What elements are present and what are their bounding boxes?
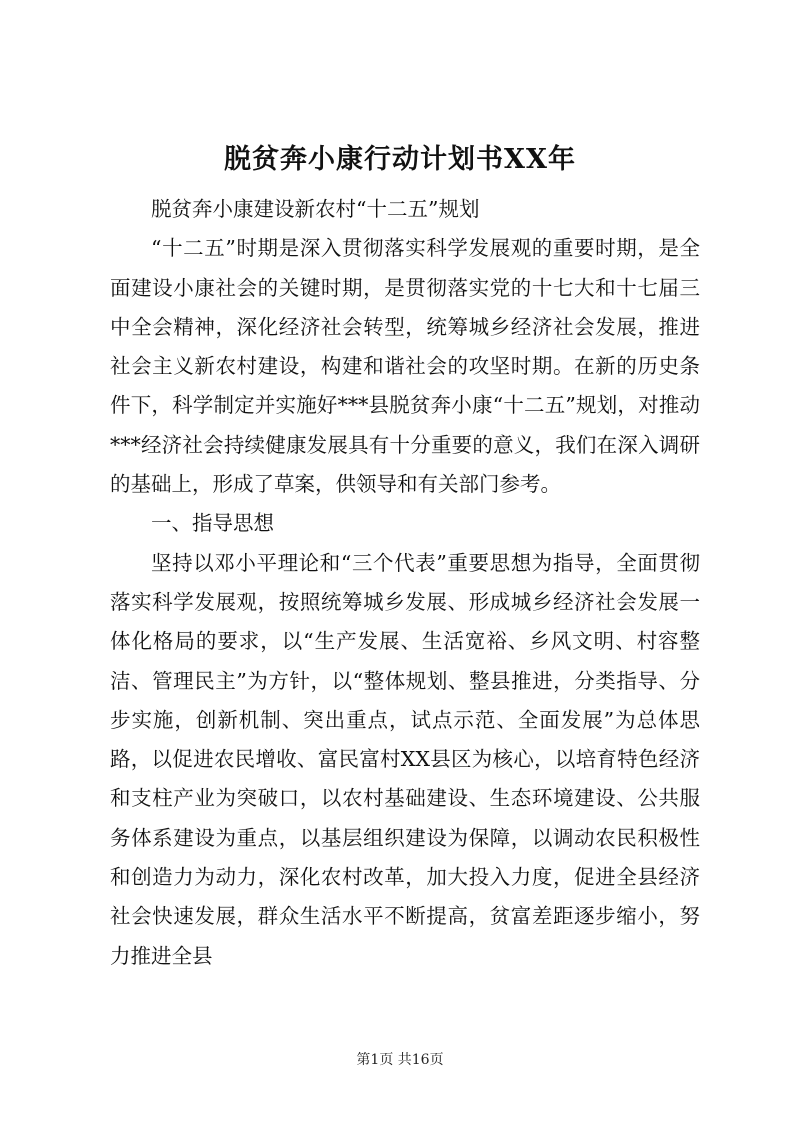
page-footer: 第1页 共16页 xyxy=(356,1052,444,1068)
section-heading: 一、指导思想 xyxy=(151,511,274,536)
subtitle-paragraph: 脱贫奔小康建设新农村“十二五”规划 xyxy=(151,197,480,221)
intro-paragraph: “十二五”时期是深入贯彻落实科学发展观的重要时期，是全面建设小康社会的关键时期，是贯彻落实党的十七大和十七届三中全会精神，深化经济社会转型，统筹城乡经济社会发展，推进社会主义新农村建设，构建和谐社会的攻坚时期。在新的历史条件下，科学制定并实施好***县脱贫奔小康“十二五”规划，对推动***经济社会持续健康发展具有十分重要的意义，我们在深入调研的基础上，形成了草案，供领导和有关部门参考。 xyxy=(110,236,700,497)
guiding-ideology-paragraph: 坚持以邓小平理论和“三个代表”重要思想为指导，全面贯彻落实科学发展观，按照统筹城乡发展、形成城乡经济社会发展一体化格局的要求，以“生产发展、生活宽裕、乡风文明、村容整洁、管理民主”为方针，以“整体规划、整县推进，分类指导、分步实施，创新机制、突出重点，试点示范、全面发展”为总体思路，以促进农民增收、富民富村XX县区为核心，以培育特色经济和支柱产业为突破口，以农村基础建设、生态环境建设、公共服务体系建设为重点，以基层组织建设为保障，以调动农民积极性和创造力为动力，深化农村改革，加大投入力度，促进全县经济社会快速发展，群众生活水平不断提高，贫富差距逐步缩小，努力推进全县 xyxy=(110,550,700,968)
document-body xyxy=(110,190,700,976)
document-title: 脱贫奔小康行动计划书XX年 xyxy=(224,144,576,175)
